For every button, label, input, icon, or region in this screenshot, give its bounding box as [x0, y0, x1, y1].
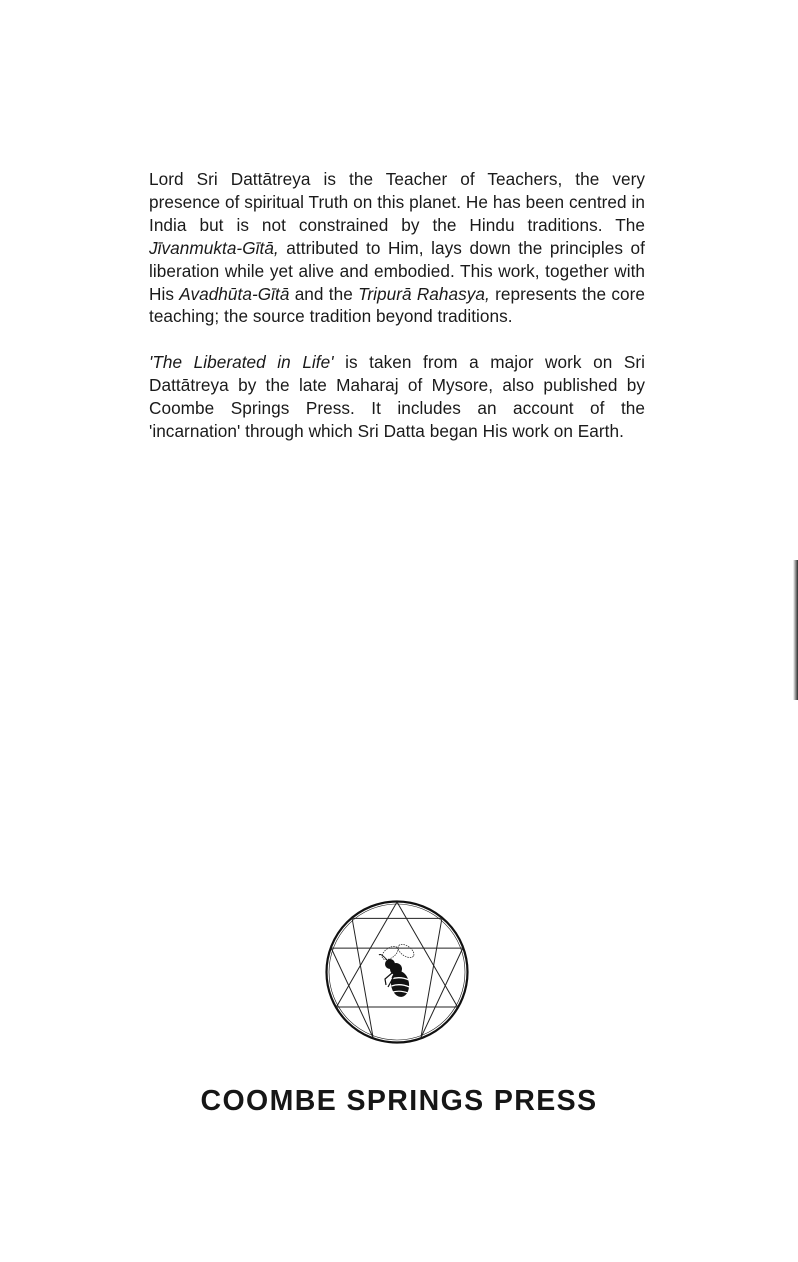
publisher-name: COOMBE SPRINGS PRESS [200, 1085, 598, 1117]
tripura-rahasya-title: Tripurā Rahasya, [358, 283, 490, 304]
p1-text-4: represents the core teaching; the source tradition beyond traditions. [149, 283, 645, 327]
bee-icon [379, 942, 416, 998]
enneagram-bee-icon [324, 899, 470, 1045]
blurb-paragraph-2 [149, 351, 645, 443]
blurb-paragraph-1 [149, 168, 645, 328]
page-edge [793, 560, 798, 700]
p1-text-1: Lord Sri Dattātreya is the Teacher of Teachers, the very presence of spiritual Truth on this planet. He has been centred in India but is not constrained by the Hindu traditions. The [149, 169, 645, 235]
jivanmukta-gita-title: Jīvanmukta-Gītā, [149, 237, 279, 258]
p1-text-2: attributed to Him, lays down the principles of liberation while yet alive and embodied. This work, together with His [149, 237, 645, 304]
p2-text-1: is taken from a major work on Sri Dattātreya by the late Maharaj of Mysore, also published by Coombe Springs Press. It includes an account of the 'incarnation' through which Sri Datta began His work on Earth. [149, 352, 645, 442]
back-cover-blurb [149, 168, 645, 443]
avadhuta-gita-title: Avadhūta-Gītā [179, 283, 290, 304]
p1-text-3: and the [289, 283, 359, 304]
liberated-in-life-title: 'The Liberated in Life' [149, 352, 334, 373]
